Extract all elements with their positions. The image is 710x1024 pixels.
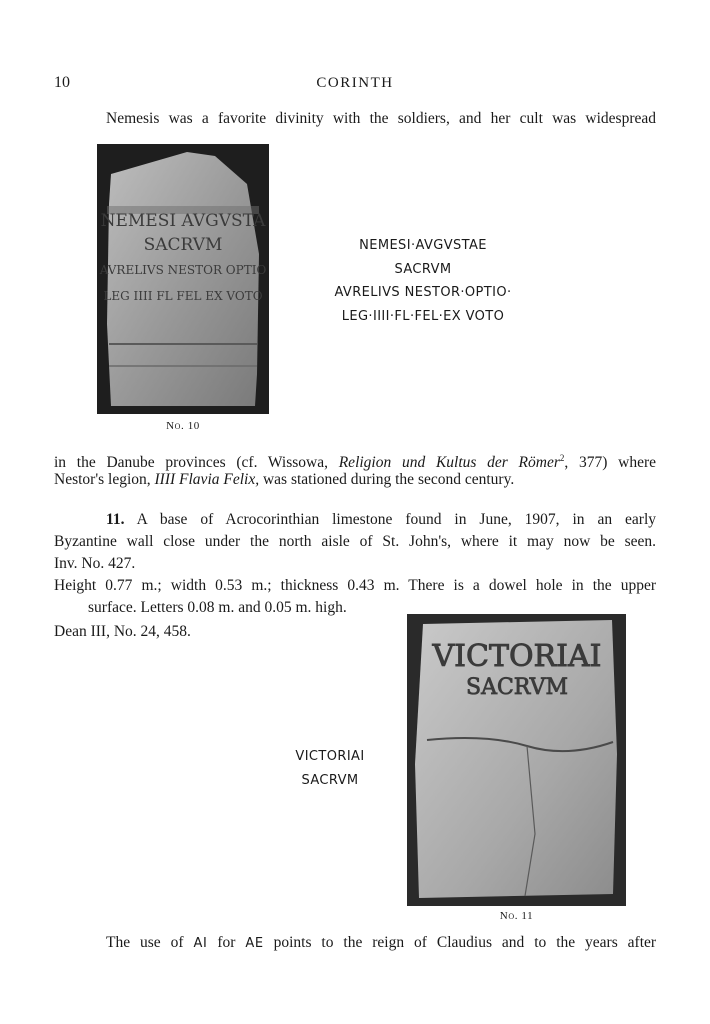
entry11-line-1: 11. A base of Acrocorinthian limestone found in June, 1907, in an early — [106, 511, 656, 528]
entry11-reference: Dean III, No. 24, 458. — [54, 623, 191, 640]
entry11-inventory: Inv. No. 427. — [54, 555, 136, 572]
paragraph-danube-line-2: Nestor's legion, IIII Flavia Felix, was stationed during the second century. — [54, 471, 515, 488]
paragraph-ai-usage: The use of AI for AE points to the reign of Claudius and to the years after — [106, 934, 657, 951]
ai-form: AI — [193, 936, 208, 951]
wissowa-title: Religion und Kultus der Römer — [338, 454, 560, 472]
entry11-dimensions-line-1: Height 0.77 m.; width 0.53 m.; thickness 0.43 m. There is a dowel hole in the upper — [54, 577, 656, 594]
entry-number: 11. — [106, 511, 125, 528]
figure-caption-no10: No. 10 — [166, 420, 200, 432]
inscription10-line-1: NEMESI·AVGVSTAE — [359, 238, 487, 253]
inscription10-line-2: SACRVM — [394, 261, 452, 277]
running-title: CORINTH — [316, 75, 394, 91]
photo10-line-3: AVRELIVS NESTOR OPTIO — [99, 263, 267, 277]
inscription11-line-2: SACRVM — [301, 772, 359, 788]
figure-caption-no11: No. 11 — [499, 910, 534, 922]
photo10-line-1: NEMESI AVGVSTA — [100, 211, 266, 231]
entry11-line-2: Byzantine wall close under the north aisle of St. John's, where it may now be seen. — [54, 533, 656, 550]
photo10-line-4: LEG IIII FL FEL EX VOTO — [103, 289, 263, 303]
entry11-dimensions-line-2: surface. Letters 0.08 m. and 0.05 m. high. — [88, 599, 347, 616]
paragraph-danube-line-1: in the Danube provinces (cf. Wissowa, Religion und Kultus der Römer$^2$, 377) where — [54, 453, 656, 472]
base-photo-no11 — [407, 614, 626, 906]
inscription-no11 — [270, 745, 390, 792]
page-number: 10 — [54, 74, 70, 91]
photo10-line-2: SACRVM — [143, 235, 223, 255]
legion-name: IIII Flavia Felix, — [154, 471, 260, 488]
photo11-line-2: SACRVM — [466, 675, 568, 700]
inscription10-line-3: AVRELIVS NESTOR·OPTIO· — [334, 285, 512, 300]
stele-photo-no10 — [97, 144, 269, 414]
inscription-no10 — [300, 234, 546, 328]
ae-form: AE — [245, 936, 264, 951]
inscription11-line-1: VICTORIAI — [295, 749, 365, 764]
inscription10-line-4: LEG·IIII·FL·FEL·EX VOTO — [341, 308, 505, 324]
photo11-line-1: VICTORIAI — [432, 639, 602, 674]
paragraph-nemesis: Nemesis was a favorite divinity with the soldiers, and her cult was widespread — [106, 110, 656, 127]
